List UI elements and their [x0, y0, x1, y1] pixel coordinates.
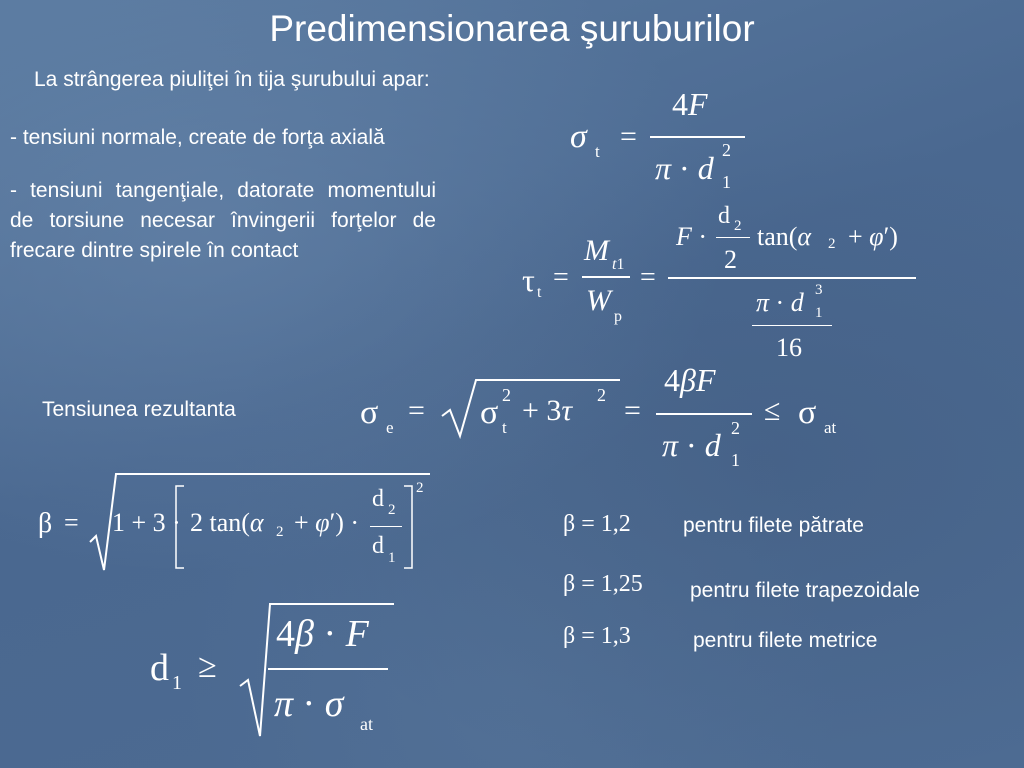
slide-title: Predimensionarea şuruburilor: [269, 8, 755, 49]
beta-case-value-square: β = 1,2: [563, 511, 631, 537]
beta-case-label-metric: pentru filete metrice: [693, 629, 878, 652]
beta-case-value-metric: β = 1,3: [563, 623, 631, 649]
beta-case-value-trapezoidal: β = 1,25: [563, 571, 643, 597]
tangential-stress-text: - tensiuni tangenţiale, datorate momentului de torsiune necesar învingerii forţelor de frecare dintre spirele în contact: [10, 179, 436, 262]
beta-case-label-trapezoidal: pentru filete trapezoidale: [690, 579, 920, 602]
normal-stress-text: - tensiuni normale, create de forţa axială: [10, 126, 385, 149]
right-bracket: [402, 485, 414, 569]
left-bracket: [174, 485, 186, 569]
intro-text: La strângerea piuliţei în tija şurubului apar:: [34, 68, 430, 91]
resultant-stress-label: Tensiunea rezultanta: [42, 398, 236, 421]
beta-case-label-square: pentru filete pătrate: [683, 514, 864, 537]
